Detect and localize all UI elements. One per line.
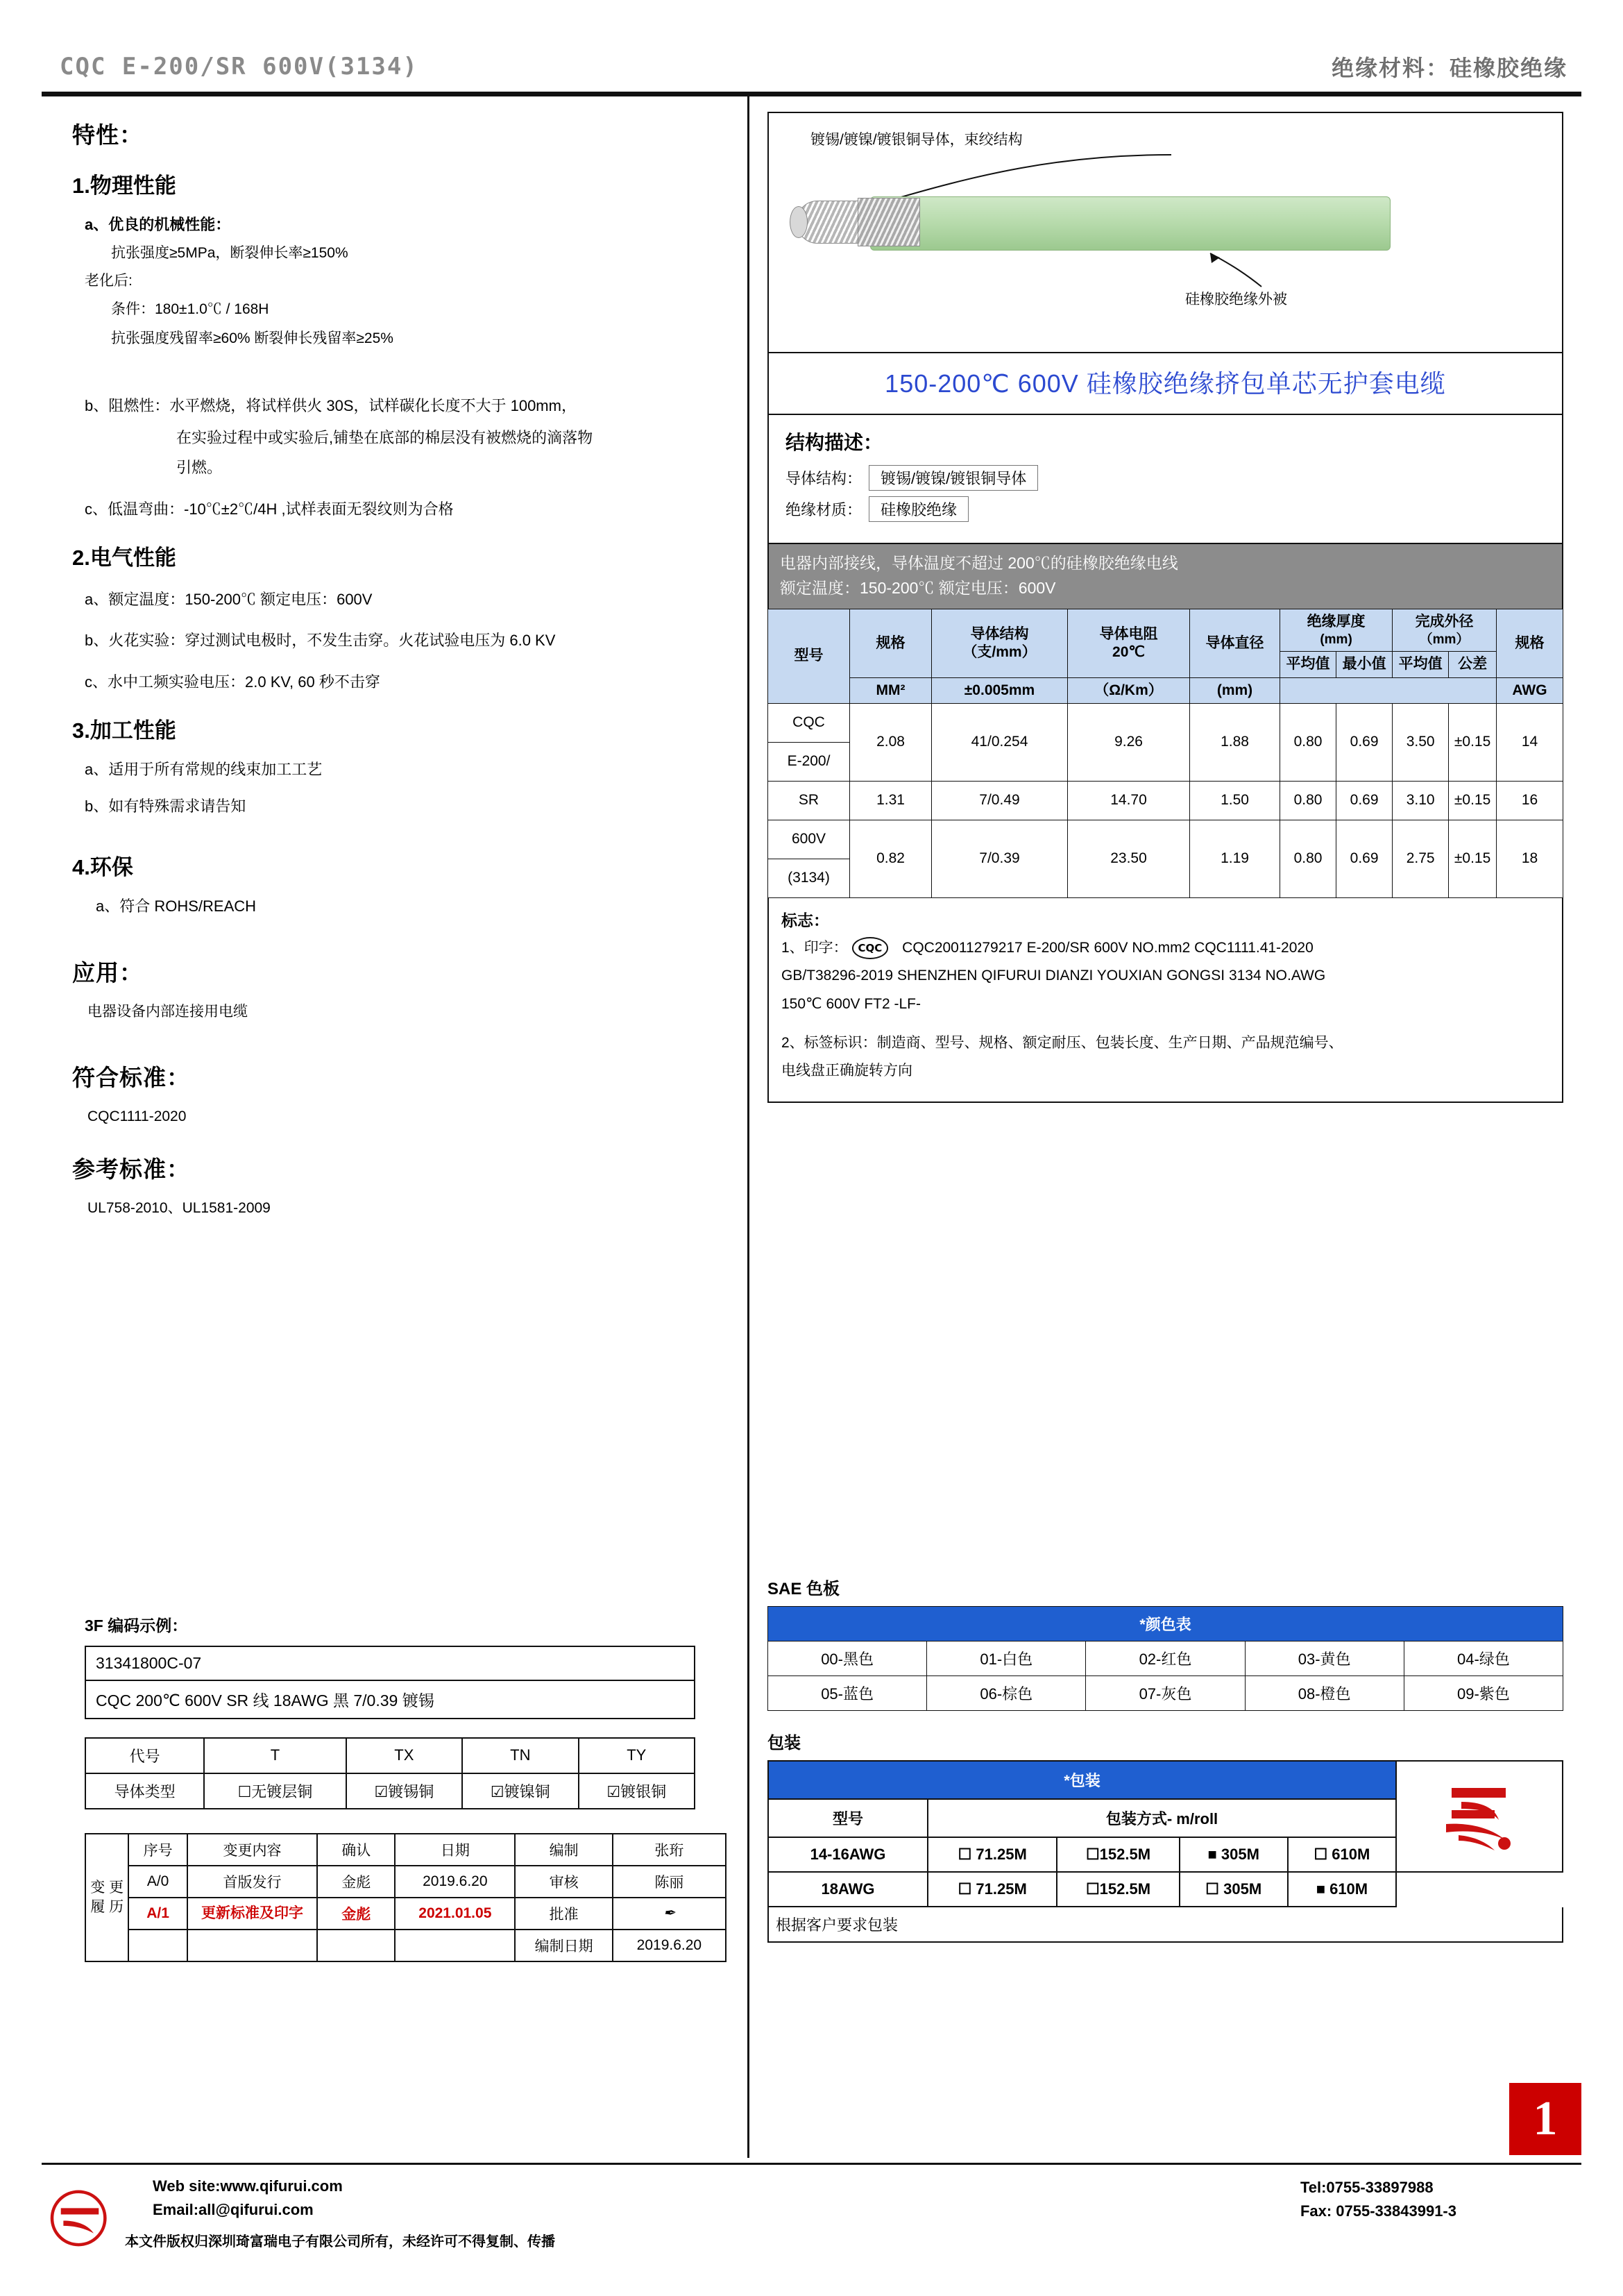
temperature-note	[767, 544, 1563, 609]
left-column	[42, 96, 749, 2158]
features-heading: 特性：	[72, 122, 143, 148]
footer-contact	[1300, 2176, 1456, 2223]
s1-b-line2: 在实验过程中或实验后,铺垫在底部的棉层没有被燃烧的滴落物	[176, 428, 593, 446]
spec-r1-struct: 7/0.49	[932, 781, 1068, 820]
s1-a-aged: 老化后:	[85, 272, 133, 289]
spec-blank-cell	[1280, 677, 1497, 703]
packing-row-1-opt-4[interactable]: ■ 610M	[1288, 1872, 1396, 1907]
table-row	[85, 1738, 695, 1773]
spec-r2-od-avg: 2.75	[1393, 820, 1449, 897]
hist-r2-c0	[128, 1930, 187, 1961]
hist-r0-c2: 金彪	[317, 1866, 395, 1898]
packing-row-0-type: 14-16AWG	[768, 1837, 928, 1872]
table-row	[128, 1866, 726, 1898]
section-2-heading: 2.电气性能	[72, 545, 176, 570]
table-row	[768, 781, 1563, 820]
hist-r2-c1	[187, 1930, 318, 1961]
spec-col-res-label: 导体电阻	[1099, 625, 1158, 642]
s1-c-line: c、低温弯曲：-10℃±2℃/4H ,试样表面无裂纹则为合格	[85, 500, 454, 518]
footer-logo-icon	[42, 2183, 125, 2259]
spec-col-res	[1068, 609, 1190, 677]
marking-section	[767, 898, 1563, 1103]
code-example-label: 3F 编码示例：	[85, 1616, 188, 1635]
spec-r0-size: 2.08	[850, 703, 932, 781]
hist-th-2: 确认	[317, 1834, 395, 1866]
footer-copyright: 本文件版权归深圳琦富瑞电子有限公司所有，未经许可不得复制、传播	[125, 2234, 555, 2250]
cond-checkbox-t[interactable]: ☐无镀层铜	[204, 1773, 346, 1809]
product-title-band: 150-200℃ 600V 硅橡胶绝缘挤包单芯无护套电缆	[767, 353, 1563, 415]
spec-col-ins-group	[1280, 609, 1393, 652]
table-row	[85, 1773, 695, 1809]
s2-c-line: c、水中工频实验电压：2.0 KV, 60 秒不击穿	[85, 673, 380, 691]
cable-conductor-label: 镀锡/镀镍/镀银铜导体，束绞结构	[810, 132, 1023, 148]
standard-heading: 符合标准：	[72, 1064, 190, 1090]
right-column	[749, 96, 1581, 2158]
table-row	[768, 703, 1563, 742]
cable-end-tip	[790, 206, 808, 238]
sae-heading: SAE 色板	[767, 1579, 840, 1598]
table-row	[768, 820, 1563, 859]
hist-r0-c1: 首版发行	[187, 1866, 318, 1898]
spec-type-line-2: SR	[768, 781, 850, 820]
sae-color-07: 07-灰色	[1086, 1675, 1245, 1710]
spec-r1-od-tol: ±0.15	[1449, 781, 1497, 820]
spec-r1-ins-avg: 0.80	[1280, 781, 1336, 820]
packing-row-1-type: 18AWG	[768, 1872, 928, 1907]
spec-col-struct-tol: ±0.005mm	[932, 677, 1068, 703]
application-heading: 应用：	[72, 960, 143, 986]
marking-print-prefix: 1、印字：	[781, 939, 848, 956]
spec-col-od-unit: （mm）	[1419, 632, 1470, 647]
specification-table	[767, 609, 1563, 898]
footer-tel: Tel:0755-33897988	[1300, 2179, 1434, 2196]
cqc-logo-icon: CQC	[852, 937, 889, 959]
temperature-note-line1: 电器内部接线，导体温度不超过 200℃的硅橡胶绝缘电线	[780, 554, 1178, 572]
packing-row-0-opt-2[interactable]: ☐152.5M	[1057, 1837, 1179, 1872]
marking-heading: 标志：	[781, 911, 829, 929]
hist-r2-c2	[317, 1930, 395, 1961]
reference-text: UL758-2010、UL1581-2009	[87, 1200, 271, 1217]
hist-r2-c5: 2019.6.20	[613, 1930, 726, 1961]
spec-col-struct	[932, 609, 1068, 677]
spec-r2-awg: 18	[1497, 820, 1563, 897]
table-row	[768, 1872, 1563, 1907]
footer-website[interactable]: Web site:www.qifurui.com	[153, 2177, 343, 2195]
hist-th-4: 编制	[515, 1834, 612, 1866]
cond-checkbox-tx[interactable]: ☑镀锡铜	[346, 1773, 462, 1809]
sae-color-02: 02-红色	[1086, 1641, 1245, 1675]
sae-color-06: 06-棕色	[927, 1675, 1086, 1710]
footer-fax: Fax: 0755-33843991-3	[1300, 2202, 1456, 2220]
marking-line-3: 150℃ 600V FT2 -LF-	[781, 995, 921, 1012]
s1-a-line1: 抗张强度≥5MPa，断裂伸长率≥150%	[111, 245, 348, 261]
spec-type-line-1: E-200/	[768, 742, 850, 781]
spec-r2-od-tol: ±0.15	[1449, 820, 1497, 897]
cable-insulation-label: 硅橡胶绝缘外被	[1185, 292, 1287, 307]
spec-col-od-avg: 平均值	[1393, 652, 1449, 677]
reference-heading: 参考标准：	[72, 1156, 190, 1183]
table-row	[128, 1834, 726, 1866]
hist-th-3: 日期	[395, 1834, 515, 1866]
section-4-heading: 4.环保	[72, 855, 133, 880]
spec-r2-struct: 7/0.39	[932, 820, 1068, 897]
spec-col-ins-avg: 平均值	[1280, 652, 1336, 677]
footer-email[interactable]: Email:all@qifurui.com	[153, 2201, 314, 2219]
marking-line-4: 2、标签标识：制造商、型号、规格、额定耐压、包装长度、生产日期、产品规范编号、	[781, 1034, 1343, 1051]
hist-r0-c4: 审核	[515, 1866, 612, 1898]
s1-a-line2: 抗张强度残留率≥60% 断裂伸长残留率≥25%	[111, 330, 393, 346]
hist-r0-c5: 陈丽	[613, 1866, 726, 1898]
hist-r1-c1: 更新标准及印字	[187, 1898, 318, 1930]
hist-r1-c2: 金彪	[317, 1898, 395, 1930]
marking-print-text: CQC20011279217 E-200/SR 600V NO.mm2 CQC1111.41-2020	[902, 939, 1314, 956]
spec-col-awg: AWG	[1497, 677, 1563, 703]
structure-value-conductor: 镀锡/镀镍/镀银铜导体	[869, 465, 1038, 491]
page-header	[42, 42, 1581, 94]
spec-r2-dia: 1.19	[1190, 820, 1280, 897]
hist-r1-c0: A/1	[128, 1898, 187, 1930]
spec-col-od-group	[1393, 609, 1497, 652]
spec-r0-od-avg: 3.50	[1393, 703, 1449, 781]
marking-line-1	[781, 936, 1549, 960]
page-footer	[42, 2092, 1581, 2267]
spec-col-dia-label: 导体直径	[1205, 634, 1264, 651]
code-example-line2: CQC 200℃ 600V SR 线 18AWG 黑 7/0.39 镀锡	[96, 1691, 434, 1710]
packing-table	[767, 1760, 1563, 1907]
section-1-heading: 1.物理性能	[72, 174, 176, 198]
change-history-table	[128, 1833, 726, 1962]
spec-r1-ins-min: 0.69	[1336, 781, 1393, 820]
spec-col-res-unit: （Ω/Km）	[1068, 677, 1190, 703]
code-example-line1: 31341800C-07	[86, 1647, 694, 1681]
marking-line-2: GB/T38296-2019 SHENZHEN QIFURUI DIANZI YOUXIAN GONGSI 3134 NO.AWG	[781, 968, 1326, 984]
sae-color-03: 03-黄色	[1245, 1641, 1404, 1675]
spec-col-od-tol: 公差	[1449, 652, 1497, 677]
cond-checkbox-ty[interactable]: ☑镀银铜	[579, 1773, 695, 1809]
conductor-type-table	[85, 1737, 695, 1809]
cable-core-strands-2	[858, 198, 920, 246]
packing-row-1-opt-3[interactable]: ☐ 305M	[1180, 1872, 1288, 1907]
spec-col-struct-label: 导体结构	[970, 625, 1029, 642]
sae-title: *颜色表	[768, 1606, 1563, 1641]
leader-line-bottom-icon	[1185, 251, 1282, 292]
marking-line-5: 电线盘正确旋转方向	[781, 1063, 912, 1079]
spec-col-awg-head: 规格	[1497, 609, 1563, 677]
spec-r2-res: 23.50	[1068, 820, 1190, 897]
spec-col-dia-unit: (mm)	[1190, 677, 1280, 703]
spec-col-res-sub: 20℃	[1112, 643, 1145, 660]
section-3-heading: 3.加工性能	[72, 718, 176, 743]
sae-color-04: 04-绿色	[1404, 1641, 1563, 1675]
structure-key-conductor: 导体结构：	[785, 470, 863, 487]
temperature-note-line2: 额定温度：150-200℃ 额定电压：600V	[780, 578, 1056, 597]
spec-type-line-4: (3134)	[768, 859, 850, 897]
packing-row-1-opt-1[interactable]: ☐ 71.25M	[928, 1872, 1057, 1907]
cond-row-label: 导体类型	[85, 1773, 204, 1809]
spec-r2-ins-min: 0.69	[1336, 820, 1393, 897]
spec-r0-od-tol: ±0.15	[1449, 703, 1497, 781]
s3-b-line: b、如有特殊需求请告知	[85, 797, 246, 816]
s3-a-line: a、适用于所有常规的线束加工工艺	[85, 761, 323, 779]
spec-col-type: 型号	[768, 609, 850, 704]
hist-th-5: 张珩	[613, 1834, 726, 1866]
header-subtitle: 绝缘材料：硅橡胶绝缘	[1331, 56, 1567, 81]
sae-color-09: 09-紫色	[1404, 1675, 1563, 1710]
spec-col-dia	[1190, 609, 1280, 677]
company-logo-cell	[1396, 1761, 1563, 1872]
hist-th-0: 序号	[128, 1834, 187, 1866]
spec-col-size-unit: MM²	[850, 677, 932, 703]
spec-type-line-0: CQC	[768, 703, 850, 742]
table-row	[768, 1641, 1563, 1675]
spec-type-line-3: 600V	[768, 820, 850, 859]
hist-r0-c3: 2019.6.20	[395, 1866, 515, 1898]
packing-note: 根据客户要求包装	[767, 1907, 1563, 1943]
application-text: 电器设备内部连接用电缆	[87, 1004, 248, 1020]
packing-row-0-opt-4[interactable]: ☐ 610M	[1288, 1837, 1396, 1872]
s2-b-line: b、火花实验：穿过测试电极时，不发生击穿。火花试验电压为 6.0 KV	[85, 632, 556, 650]
page-number: 1	[1509, 2083, 1581, 2155]
sae-color-08: 08-橙色	[1245, 1675, 1404, 1710]
s1-b-line1: b、阻燃性：水平燃烧，将试样供火 30S，试样碳化长度不大于 100mm，	[85, 397, 577, 415]
cable-illustration	[767, 112, 1563, 353]
packing-row-0-opt-3[interactable]: ■ 305M	[1180, 1837, 1288, 1872]
table-row	[128, 1898, 726, 1930]
cond-checkbox-tn[interactable]: ☑镀镍铜	[462, 1773, 578, 1809]
spec-r0-dia: 1.88	[1190, 703, 1280, 781]
cond-th-3: TN	[462, 1738, 578, 1773]
spec-col-ins-unit: (mm)	[1320, 632, 1352, 647]
code-example-box	[85, 1646, 695, 1719]
table-row	[128, 1930, 726, 1961]
hist-r1-c3: 2021.01.05	[395, 1898, 515, 1930]
structure-value-insulation: 硅橡胶绝缘	[869, 496, 969, 522]
cond-th-0: 代号	[85, 1738, 204, 1773]
spec-r1-res: 14.70	[1068, 781, 1190, 820]
hist-r1-c4: 批准	[515, 1898, 612, 1930]
spec-r2-ins-avg: 0.80	[1280, 820, 1336, 897]
spec-r1-dia: 1.50	[1190, 781, 1280, 820]
s4-a-line: a、符合 ROHS/REACH	[96, 897, 257, 915]
table-row	[768, 1761, 1563, 1799]
spec-r0-ins-min: 0.69	[1336, 703, 1393, 781]
packing-heading: 包装	[767, 1733, 801, 1753]
spec-col-ins-label: 绝缘厚度	[1307, 614, 1366, 630]
header-title: CQC E-200/SR 600V(3134)	[60, 53, 418, 81]
s2-a-line: a、额定温度：150-200℃ 额定电压：600V	[85, 590, 373, 608]
packing-row-0-opt-1[interactable]: ☐ 71.25M	[928, 1837, 1057, 1872]
change-history-side-label: 变 更 履 历	[85, 1833, 128, 1962]
standard-text: CQC1111-2020	[87, 1108, 187, 1124]
sae-color-05: 05-蓝色	[768, 1675, 927, 1710]
packing-col-type: 型号	[768, 1799, 928, 1837]
spec-col-ins-min: 最小值	[1336, 652, 1393, 677]
sae-color-table	[767, 1606, 1563, 1711]
s1-b-line3: 引燃。	[176, 459, 223, 477]
spec-r1-od-avg: 3.10	[1393, 781, 1449, 820]
spec-r0-ins-avg: 0.80	[1280, 703, 1336, 781]
spec-col-struct-sub: （支/mm）	[962, 643, 1037, 660]
cable-jacket	[870, 196, 1391, 251]
cond-th-4: TY	[579, 1738, 695, 1773]
table-row	[768, 677, 1563, 703]
spec-r0-res: 9.26	[1068, 703, 1190, 781]
sae-color-01: 01-白色	[927, 1641, 1086, 1675]
spec-r0-awg: 14	[1497, 703, 1563, 781]
spec-col-od-label: 完成外径	[1415, 614, 1474, 630]
structure-heading: 结构描述：	[785, 432, 883, 453]
qifurui-logo-icon	[1438, 1778, 1521, 1855]
packing-title: *包装	[768, 1761, 1396, 1799]
structure-description	[767, 415, 1563, 544]
spec-r1-size: 1.31	[850, 781, 932, 820]
s1-a-label: a、优良的机械性能：	[85, 216, 231, 233]
table-row	[768, 609, 1563, 652]
cond-th-2: TX	[346, 1738, 462, 1773]
change-history	[85, 1833, 726, 1962]
hist-r2-c3	[395, 1930, 515, 1961]
structure-key-insulation: 绝缘材质：	[785, 501, 863, 518]
structure-row-conductor	[785, 465, 1545, 491]
spec-r1-awg: 16	[1497, 781, 1563, 820]
table-row	[768, 1675, 1563, 1710]
hist-r2-c4: 编制日期	[515, 1930, 612, 1961]
page-body	[42, 94, 1581, 2158]
spec-col-size: 规格	[850, 609, 932, 677]
spec-r0-struct: 41/0.254	[932, 703, 1068, 781]
hist-th-1: 变更内容	[187, 1834, 318, 1866]
cond-th-1: T	[204, 1738, 346, 1773]
spec-r2-size: 0.82	[850, 820, 932, 897]
hist-r0-c0: A/0	[128, 1866, 187, 1898]
packing-col-way: 包装方式- m/roll	[928, 1799, 1396, 1837]
table-row	[768, 1606, 1563, 1641]
hist-r1-signature: ✒︎	[613, 1898, 726, 1930]
sae-color-00: 00-黑色	[768, 1641, 927, 1675]
s1-a-condition: 条件：180±1.0℃ / 168H	[111, 301, 269, 318]
packing-row-1-opt-2[interactable]: ☐152.5M	[1057, 1872, 1179, 1907]
structure-row-insulation	[785, 496, 1545, 522]
